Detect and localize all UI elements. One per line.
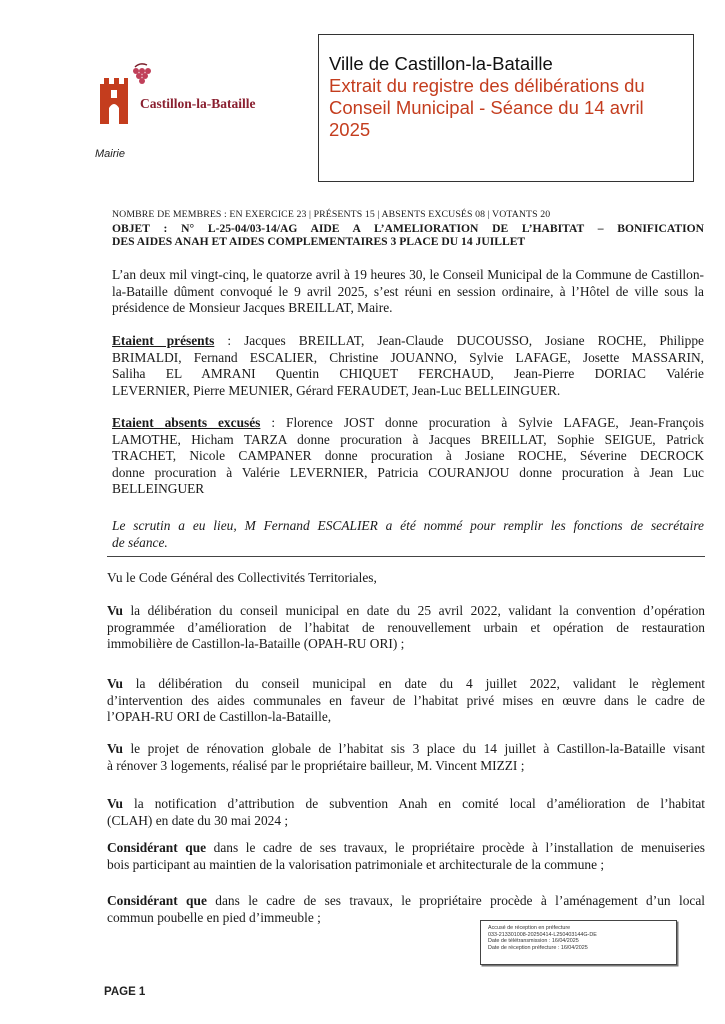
intro-line: la-Bataille dûment convoqué le 9 avril 2025, s’est réuni en session ordinaire, à l’Hôtel de ville sous la [112, 283, 704, 299]
present-line: BRIMALDI, Fernand ESCALIER, Christine JOUANNO, Sylvie LAFAGE, Josette MASSARIN, [112, 349, 704, 365]
vu-line: d’intervention des aides communales en faveur de l’habitat privé mises en œuvre dans le cadre de [107, 692, 705, 708]
subject-line: OBJET : N° L-25-04/03-14/AG AIDE A L’AMELIORATION DE L’HABITAT – BONIFICATION [112, 222, 704, 235]
considering-line: bois participant au maintien de la valorisation patrimoniale et architecturale de la commune ; [107, 856, 605, 872]
prefecture-receipt-stamp [480, 920, 677, 965]
absent-line: Etaient absents excusés : Florence JOST donne procuration à Sylvie LAFAGE, Jean-François [112, 415, 704, 430]
header-extract-line: Extrait du registre des délibérations du [329, 75, 645, 96]
intro-paragraph [112, 267, 704, 317]
deliberation-subject [112, 222, 704, 248]
header-extract-line: 2025 [329, 119, 371, 140]
absent-line: TRACHET, Nicole CAMPANER donne procuration à Josiane ROCHE, Séverine DECROCK [112, 448, 704, 463]
present-members-paragraph [112, 333, 704, 399]
vu-line: à rénover 3 logements, réalisé par le propriétaire bailleur, M. Vincent MIZZI ; [107, 757, 525, 773]
town-logo [92, 60, 292, 170]
vu-convention-paragraph [107, 603, 705, 653]
vu-line: Vu le projet de rénovation globale de l’habitat sis 3 place du 14 juillet à Castillon-la-Bataille visant [107, 741, 705, 756]
vu-project-paragraph [107, 741, 705, 774]
absent-label: Etaient absents excusés [112, 415, 261, 430]
considering-line: Considérant que dans le cadre de ses travaux, le propriétaire procède à l’aménagement d’un local [107, 893, 705, 908]
logo-subtitle: Mairie [95, 148, 125, 160]
vu-line: Vu la délibération du conseil municipal en date du 25 avril 2022, validant la convention d’opération [107, 603, 705, 618]
ballot-line: de séance. [112, 534, 168, 550]
vu-line: l’OPAH-RU ORI de Castillon-la-Bataille, [107, 709, 332, 724]
stamp-line: Date de télétransmission : 16/04/2025 [488, 938, 579, 945]
considering-joinery-paragraph [107, 840, 705, 873]
absent-line: LAMOTHE, Hicham TARZA donne procuration à Jacques BREILLAT, Sophie SEIGUE, Patrick [112, 431, 704, 447]
vu-line: immobilière de Castillon-la-Bataille (OPAH-RU ORI) ; [107, 636, 405, 651]
present-line: Saliha EL AMRANI Quentin CHIQUET FERCHAUD, Jean-Pierre DORIAC Valérie [112, 366, 704, 381]
vu-line: (CLAH) en date du 30 mai 2024 ; [107, 812, 289, 828]
members-count-line: NOMBRE DE MEMBRES : EN EXERCICE 23 | PRÉSENTS 15 | ABSENTS EXCUSÉS 08 | VOTANTS 20 [112, 209, 551, 220]
stamp-line: 033-213301008-20250414-L250403144G-DE [488, 931, 597, 938]
vu-line: Vu la notification d’attribution de subvention Anah en comité local d’amélioration de l’habitat [107, 796, 705, 811]
section-divider [107, 556, 705, 557]
vu-code-paragraph [107, 570, 705, 587]
absent-members-paragraph [112, 415, 704, 498]
vu-anah-paragraph [107, 796, 705, 829]
intro-line: présidence de Monsieur Jacques BREILLAT, Maire. [112, 300, 393, 315]
castle-tower-icon [92, 60, 162, 130]
stamp-line: Date de réception préfecture : 16/04/2025 [488, 944, 588, 951]
header-extract-line: Conseil Municipal - Séance du 14 avril [329, 97, 644, 118]
intro-line: L’an deux mil vingt-cinq, le quatorze avril à 19 heures 30, le Conseil Municipal de la Commune de Castillon- [112, 267, 704, 282]
page-number: PAGE 1 [104, 986, 146, 998]
vu-reglement-paragraph [107, 676, 705, 726]
ballot-paragraph [112, 518, 704, 551]
present-line: Etaient présents : Jacques BREILLAT, Jean-Claude DUCOUSSO, Josiane ROCHE, Philippe [112, 333, 704, 348]
vu-line: programmée d’amélioration de l’habitat de renouvellement urbain et opération de restauration [107, 619, 705, 635]
vu-line: Vu la délibération du conseil municipal en date du 4 juillet 2022, validant le règlement [107, 676, 705, 691]
absent-line: donne procuration à Valérie LEVERNIER, Patricia COURANJOU donne procuration à Jean Luc [112, 464, 704, 480]
considering-line: Considérant que dans le cadre de ses travaux, le propriétaire procède à l’installation de menuiseries [107, 840, 705, 855]
logo-town-name: Castillon-la-Bataille [140, 96, 256, 111]
present-label: Etaient présents [112, 333, 215, 348]
absent-line: BELLEINGUER [112, 481, 205, 496]
header-box [318, 34, 694, 182]
stamp-line: Accusé de réception en préfecture [488, 925, 571, 931]
subject-line: DES AIDES ANAH ET AIDES COMPLEMENTAIRES 3 PLACE DU 14 JUILLET [112, 235, 526, 248]
present-line: LEVERNIER, Pierre MEUNIER, Gérard FERAUDET, Jean-Luc BELLEINGUER. [112, 382, 561, 398]
vu-line: Vu le Code Général des Collectivités Territoriales, [107, 570, 377, 585]
considering-line: commun poubelle en pied d’immeuble ; [107, 909, 321, 925]
header-city: Ville de Castillon-la-Bataille [329, 53, 553, 74]
ballot-line: Le scrutin a eu lieu, M Fernand ESCALIER a été nommé pour remplir les fonctions de secrétaire [112, 518, 704, 533]
